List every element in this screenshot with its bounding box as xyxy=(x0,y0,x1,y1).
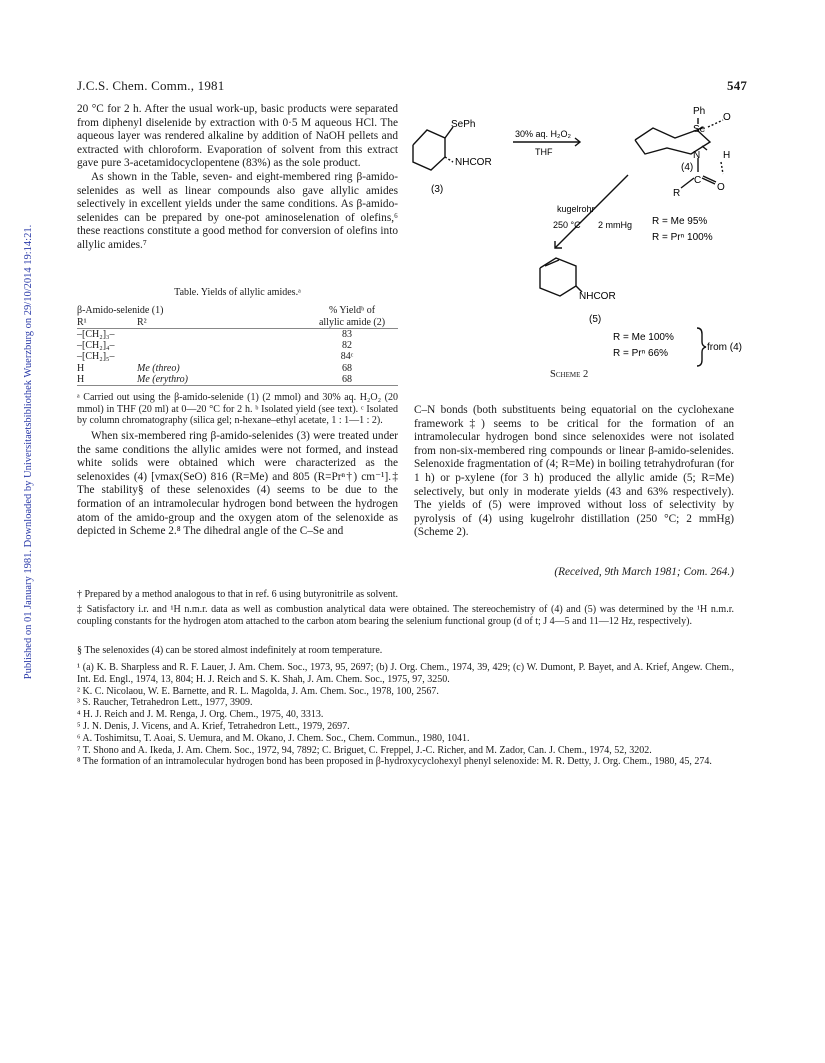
table-row xyxy=(77,374,398,386)
cell-r1: –[CH₂]₃– xyxy=(77,328,115,340)
cell-yield: 68 xyxy=(342,362,352,374)
right-column xyxy=(414,404,734,540)
label-compound-3: (3) xyxy=(431,184,444,195)
label-o-se: O xyxy=(723,112,731,123)
label-nhcor-5: NHCOR xyxy=(579,291,616,302)
scheme-2 xyxy=(405,100,745,390)
label-seph: SePh xyxy=(451,119,476,130)
page-number: 547 xyxy=(727,78,748,93)
footnote-ddagger: ‡ Satisfactory i.r. and ¹H n.m.r. data as well as combustion analytical data were obtained. The stereochemistry of (4) and (5) was determined by the ¹H n.m.r. coupling constants for the hydrogen atom attached to the carbon atom bearing the selenium functional group (d of t; J 4—5 and 11—12 Hz, respectively). xyxy=(77,604,734,627)
cell-yield: 84ᶜ xyxy=(340,351,354,363)
cell-yield: 82 xyxy=(342,340,352,352)
reference-7: ⁷ T. Shono and A. Ikeda, J. Am. Chem. Soc., 1972, 94, 7892; C. Briguet, C. Freppel, J.-C. Richer, and M. Zador, Can. J. Chem., 1974, 52, 3202. xyxy=(77,744,652,756)
table-header-r2: R² xyxy=(137,316,147,328)
cell-yield: 83 xyxy=(342,328,352,340)
table-header-r1: R¹ xyxy=(77,316,87,328)
reference-8: ⁸ The formation of an intramolecular hydrogen bond has been proposed in β-hydroxycyclohexyl phenyl selenoxide: M. R. Detty, J. Org. Chem., 1980, 45, 274. xyxy=(77,756,712,768)
footnote-dagger: † Prepared by a method analogous to that in ref. 6 using butyronitrile as solvent. xyxy=(77,589,399,600)
references xyxy=(77,662,734,768)
label-ph: Ph xyxy=(693,106,706,117)
table-row xyxy=(77,340,398,351)
cell-yield: 68 xyxy=(342,374,352,386)
table-header-yield: % Yieldᵇ of xyxy=(328,305,376,317)
label-h: H xyxy=(723,150,731,161)
download-notice: Published on 01 January 1981. Downloaded by Universitaetsbibliothek Wuerzburg on 29/10/2014 19:14:21. xyxy=(23,224,34,680)
reference-1: ¹ (a) K. B. Sharpless and R. F. Lauer, J. Am. Chem. Soc., 1973, 95, 2697; (b) J. Org. Chem., 1974, 39, 429; (c) W. Dumont, P. Bayet, and A. Krief, Angew. Chem., Int. Ed. Engl., 1974, 13, 804; H. J. Reich and S. K. Shah, J. Am. Chem. Soc., 1975, 97, 3250. xyxy=(77,662,734,685)
paragraph-workup: 20 °C for 2 h. After the usual work-up, basic products were separated from diphenyl diselenide by extraction with 0·5 M aqueous HCl. The aqueous layer was rendered alkaline by addition of NaOH pellets and extracted with chloroform. Evaporation of solvent from this extract gave pure 3-acetamidocyclopentene (83%) as the sole product. xyxy=(77,103,398,170)
table-row xyxy=(77,351,398,362)
label-nhcor-3: NHCOR xyxy=(455,157,492,168)
cell-r2 xyxy=(137,340,307,351)
cell-r1: –[CH₂]₅– xyxy=(77,351,115,363)
table-header-selenide: β-Amido-selenide (1) xyxy=(77,305,164,317)
journal-header: J.C.S. Chem. Comm., 1981 xyxy=(77,78,225,93)
cell-r1: H xyxy=(77,362,85,374)
yields-table xyxy=(77,287,398,426)
table-row xyxy=(77,363,398,374)
table-title: Table. Yields of allylic amides.ᵃ xyxy=(174,287,301,298)
label-from-4: from (4) xyxy=(707,342,742,353)
label-reagent: 30% aq. H₂O₂ xyxy=(515,129,572,139)
paragraph-table-intro: As shown in the Table, seven- and eight-membered ring β-amido-selenides as well as linear compounds also gave allylic amides selectively in excellent yields under the same conditions. As β-amido-selenides can be prepared by one-pot aminoselenation of olefins,⁶ these reactions constitute a good method for conversion of olefins into allylic amides.⁷ xyxy=(77,170,398,251)
reference-5: ⁵ J. N. Denis, J. Vicens, and A. Krief, Tetrahedron Lett., 1979, 2697. xyxy=(77,720,350,732)
label-yield-4-pr: R = Prⁿ 100% xyxy=(652,232,713,243)
label-solvent: THF xyxy=(535,147,553,157)
left-column-lower xyxy=(77,430,398,539)
footnote-section: § The selenoxides (4) can be stored almost indefinitely at room temperature. xyxy=(77,645,383,656)
cell-r2: Me (erythro) xyxy=(137,374,188,386)
paragraph-selenoxides: When six-membered ring β-amido-selenides (3) were treated under the same conditions the allylic amides were not formed, and instead white solids were obtained which were characterized as the selenoxides (4) [νmax(SeO) 816 (R=Me) and 805 (R=Prⁿ†) cm⁻¹].‡ The stability§ of these selenoxides (4) seems to be due to the formation of an intramolecular hydrogen bond between the hydrogen atom of the amido-group and the oxygen atom of the selenoxide as depicted in Scheme 2.⁸ The dihedral angle of the C–Se and xyxy=(77,430,398,538)
label-yield-4-me: R = Me 95% xyxy=(652,216,708,227)
paragraph-cn-bonds: C–N bonds (both substituents being equatorial on the cyclohexane framework‡) seems to be critical for the formation of an intramolecular hydrogen bond since selenoxides were not isolated from non-six-membered ring compounds or linear β-amido-selenides. Selenoxide fragmentation of (4; R=Me) in boiling tetrahydrofuran (for 1 h) or p-xylene (for 3 h) produced the allylic amide (5; R=Me) selectively, but only in moderate yields (43 and 63% respectively). The yields of (5) were improved without loss of selectivity by pyrolysis of (4) using kugelrohr distillation (250 °C; 2 mmHg) (Scheme 2). xyxy=(414,404,734,539)
label-n: N xyxy=(693,150,701,161)
label-compound-5: (5) xyxy=(589,314,602,325)
cell-r2 xyxy=(137,329,307,340)
table-footnote: ᵃ Carried out using the β-amido-selenide (1) (2 mmol) and 30% aq. H₂O₂ (20 mmol) in THF (20 ml) at 0—20 °C for 2 h. ᵇ Isolated yield (see text). ᶜ Isolated by column chromatography (silica gel; n-hexane–ethyl acetate, 1 : 1—1 : 2). xyxy=(77,392,398,426)
table-row xyxy=(77,329,398,340)
label-kugelrohr: kugelrohr xyxy=(557,204,595,214)
label-temperature: 250 °C xyxy=(553,220,581,230)
reference-4: ⁴ H. J. Reich and J. M. Renga, J. Org. Chem., 1975, 40, 3313. xyxy=(77,709,324,721)
scheme-diagram xyxy=(405,100,745,390)
label-se: Se xyxy=(693,124,706,135)
left-column xyxy=(77,103,398,253)
label-r: R xyxy=(673,188,681,199)
received-line: (Received, 9th March 1981; Com. 264.) xyxy=(554,566,734,578)
reference-6: ⁶ A. Toshimitsu, T. Aoai, S. Uemura, and M. Okano, J. Chem. Soc., Chem. Commun., 1980, 1041. xyxy=(77,732,470,744)
cell-r1: H xyxy=(77,374,85,386)
label-o-c: O xyxy=(717,182,725,193)
reference-2: ² K. C. Nicolaou, W. E. Barnette, and R. L. Magolda, J. Am. Chem. Soc., 1978, 100, 2567. xyxy=(77,685,439,697)
scheme-caption: Scheme 2 xyxy=(550,369,589,380)
cell-r1: –[CH₂]₄– xyxy=(77,340,115,352)
label-compound-4: (4) xyxy=(681,162,694,173)
label-yield-5-me: R = Me 100% xyxy=(613,332,674,343)
reference-3: ³ S. Raucher, Tetrahedron Lett., 1977, 3909. xyxy=(77,697,253,709)
label-pressure: 2 mmHg xyxy=(598,220,633,230)
cell-r2 xyxy=(137,351,307,362)
label-yield-5-pr: R = Prⁿ 66% xyxy=(613,348,669,359)
label-c: C xyxy=(694,175,702,186)
table-header-allylic: allylic amide (2) xyxy=(318,316,386,328)
cell-r2: Me (threo) xyxy=(137,362,180,374)
